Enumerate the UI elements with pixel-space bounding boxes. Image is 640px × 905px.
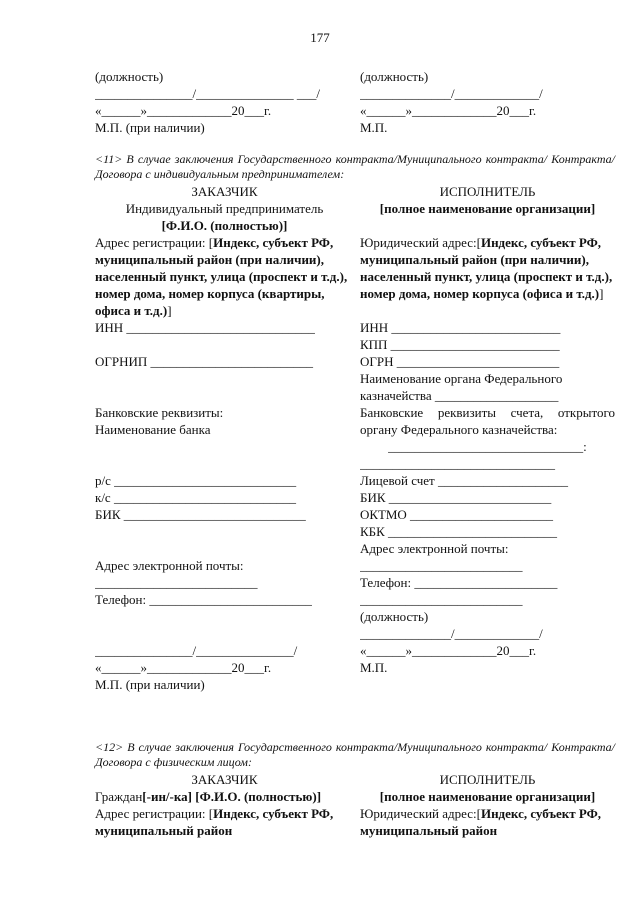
treasury-field: Наименование органа Федерального казначейства ___________________	[359, 371, 563, 403]
customer-address: Адрес регистрации: [Индекс, субъект РФ, муниципальный район	[95, 806, 334, 838]
phone-line: _________________________	[359, 592, 523, 607]
org-name: [полное наименование организации]	[379, 789, 596, 804]
footnote-12: <12> В случае заключения Государственного контракта/Муниципального контракта/ Контракта/Договора с физическим лицом:	[95, 740, 615, 769]
legal-address: Юридический адрес:[Индекс, субъект РФ, муниципальный район (при наличии), населенный пункт, улица (проспект и т.д.), номер дома, номер корпуса (офиса и т.д.)]	[359, 235, 613, 301]
ip-label: Индивидуальный предприниматель	[125, 201, 324, 216]
customer-address: Адрес регистрации: [Индекс, субъект РФ, муниципальный район (при наличии), населенный пункт, улица (проспект и т.д.), номер дома, номер корпуса (квартиры, офиса и т.д.)]	[95, 235, 348, 318]
citizen-label: Граждан[-ин/-ка] [Ф.И.О. (полностью)]	[95, 789, 322, 804]
email-label: Адрес электронной почты:	[95, 558, 244, 573]
ogrn-field: ОГРН _________________________	[359, 354, 560, 369]
position-caption: (должность)	[95, 69, 164, 84]
contractor-heading: ИСПОЛНИТЕЛЬ	[439, 184, 536, 199]
ogrnip-field: ОГРНИП _________________________	[95, 354, 314, 369]
signature-line: _______________/_______________/	[95, 643, 298, 658]
inn-field: ИНН _____________________________	[95, 320, 315, 335]
bik-field: БИК _________________________	[359, 490, 552, 505]
legal-address: Юридический адрес:[Индекс, субъект РФ, муниципальный район	[359, 806, 602, 838]
kpp-field: КПП __________________________	[359, 337, 560, 352]
inn-field: ИНН __________________________	[359, 320, 561, 335]
contractor-heading: ИСПОЛНИТЕЛЬ	[439, 772, 536, 787]
requisites-individual	[95, 771, 615, 839]
date-line: «______»_____________20___г.	[359, 103, 537, 118]
signature-line: ______________/_____________/	[359, 626, 543, 641]
signature-line: _______________/_______________ ___/	[95, 86, 320, 101]
sign-block-top	[95, 68, 615, 136]
seal-note: М.П.	[359, 660, 388, 675]
treasury-account-line: ______________________________:	[388, 439, 587, 454]
seal-note: М.П. (при наличии)	[95, 677, 205, 692]
ip-fullname: [Ф.И.О. (полностью)]	[161, 218, 288, 233]
requisites-ip	[95, 183, 615, 693]
customer-heading: ЗАКАЗЧИК	[191, 184, 258, 199]
seal-note: М.П. (при наличии)	[95, 120, 205, 135]
bik-field: БИК ____________________________	[95, 507, 306, 522]
seal-note: М.П.	[359, 120, 388, 135]
corr-account-field: к/с ____________________________	[95, 490, 296, 505]
customer-heading: ЗАКАЗЧИК	[191, 772, 258, 787]
treasury-account-line-2: ______________________________	[359, 456, 555, 471]
kbk-field: КБК __________________________	[359, 524, 558, 539]
phone-field: Телефон: _________________________	[95, 592, 312, 607]
email-line: _________________________	[95, 575, 258, 590]
org-name: [полное наименование организации]	[379, 201, 596, 216]
bank-name-label: Наименование банка	[95, 422, 211, 437]
date-line: «______»_____________20___г.	[359, 643, 537, 658]
oktmo-field: ОКТМО ______________________	[359, 507, 554, 522]
email-line: _________________________	[359, 558, 523, 573]
position-caption: (должность)	[359, 69, 429, 84]
personal-account-field: Лицевой счет ____________________	[359, 473, 568, 488]
bank-requisites-label: Банковские реквизиты:	[95, 405, 224, 420]
phone-field: Телефон: ______________________	[359, 575, 558, 590]
footnote-11: <11> В случае заключения Государственного контракта/Муниципального контракта/ Контракта/Договора с индивидуальным предпринимателем:	[95, 152, 615, 181]
date-line: «______»_____________20___г.	[95, 660, 272, 675]
signature-line: ______________/_____________/	[359, 86, 543, 101]
position-caption: (должность)	[359, 609, 429, 624]
page-number: 177	[310, 30, 330, 45]
email-label: Адрес электронной почты:	[359, 541, 509, 556]
treasury-bank-label: Банковские реквизиты счета, открытого органу Федерального казначейства:	[359, 405, 615, 437]
date-line: «______»_____________20___г.	[95, 103, 272, 118]
settlement-account-field: р/с ____________________________	[95, 473, 297, 488]
